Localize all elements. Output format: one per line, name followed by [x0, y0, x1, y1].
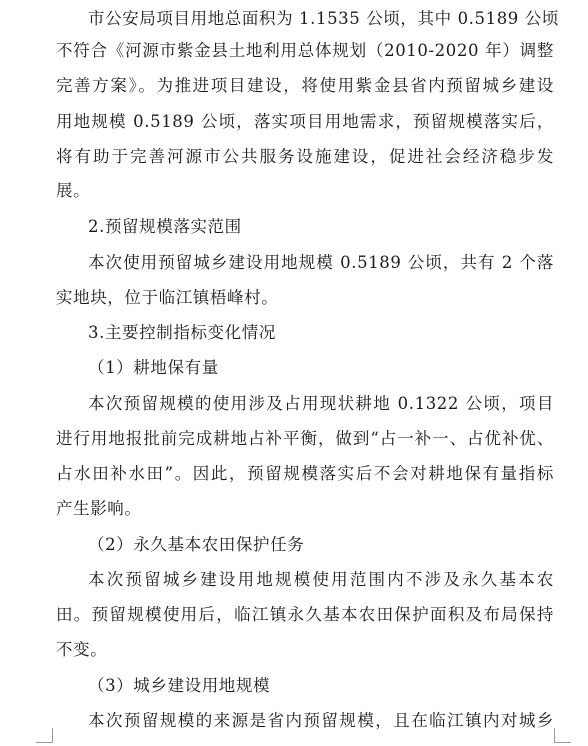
paragraph-line: 本次预留城乡建设用地规模使用范围内不涉及永久基本农	[88, 570, 554, 589]
paragraph-line: 本次预留规模的使用涉及占用现状耕地 0.1322 公顷，项目	[88, 394, 554, 413]
subsection-heading: （1）耕地保有量	[88, 358, 219, 377]
paragraph-line: 占水田补水田”。因此，预留规模落实后不会对耕地保有量指标	[56, 464, 554, 483]
paragraph-line: 实地块，位于临江镇梧峰村。	[56, 288, 279, 307]
margin-corner-mark	[36, 728, 53, 743]
section-heading: 2.预留规模落实范围	[88, 217, 242, 236]
paragraph-line: 将有助于完善河源市公共服务设施建设，促进社会经济稳步发	[56, 147, 554, 166]
paragraph-line: 田。预留规模使用后，临江镇永久基本农田保护面积及布局保持	[56, 605, 554, 624]
margin-corner-mark	[554, 728, 571, 743]
paragraph-line: 本次使用预留城乡建设用地规模 0.5189 公顷，共有 2 个落	[88, 253, 554, 272]
paragraph-line: 市公安局项目用地总面积为 1.1535 公顷，其中 0.5189 公顷	[88, 9, 559, 28]
subsection-heading: （2）永久基本农田保护任务	[88, 535, 305, 554]
paragraph-line: 不符合《河源市紫金县土地利用总体规划（2010-2020 年）调整	[56, 41, 554, 60]
paragraph-line: 产生影响。	[56, 499, 142, 518]
subsection-heading: （3）城乡建设用地规模	[88, 676, 271, 695]
paragraph-line: 用地规模 0.5189 公顷，落实项目用地需求，预留规模落实后，	[56, 112, 554, 131]
paragraph-line: 进行用地报批前完成耕地占补平衡，做到“占一补一、占优补优、	[56, 429, 554, 448]
paragraph-line: 本次预留规模的来源是省内预留规模，且在临江镇内对城乡	[88, 711, 554, 730]
section-heading: 3.主要控制指标变化情况	[88, 323, 276, 342]
paragraph-line: 完善方案》。为推进项目建设，将使用紫金县省内预留城乡建设	[56, 76, 554, 95]
paragraph-line: 展。	[56, 181, 91, 200]
paragraph-line: 不变。	[56, 640, 108, 659]
